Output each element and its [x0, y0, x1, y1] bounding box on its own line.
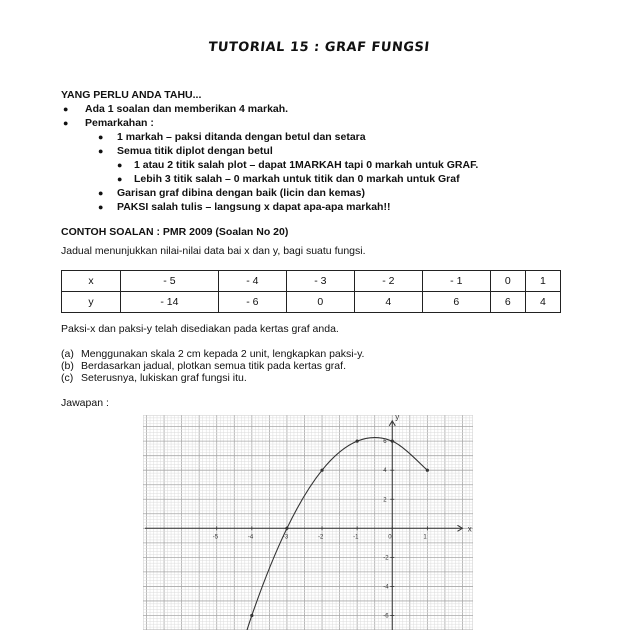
y-tick-label: -2	[383, 555, 389, 562]
intro-heading: YANG PERLU ANDA TAHU...	[61, 89, 202, 101]
table-cell: 0	[286, 292, 354, 313]
table-cell: 0	[490, 271, 525, 292]
data-point	[320, 469, 323, 472]
table-cell: 1	[525, 271, 560, 292]
table-cell: - 5	[121, 271, 219, 292]
y-axis-label: y	[395, 415, 400, 422]
part-text-c: Seterusnya, lukiskan graf fungsi itu.	[81, 372, 247, 384]
sub-bullet-graph: Garisan graf dibina dengan baik (licin dan kemas)	[117, 187, 365, 199]
bullet-dot-icon: ●	[117, 160, 123, 170]
y-tick-label: 6	[383, 439, 387, 446]
bullet-marks: Ada 1 soalan dan memberikan 4 markah.	[85, 103, 289, 115]
bullet-dot-icon: ●	[98, 146, 104, 156]
table-cell: 6	[422, 292, 490, 313]
table-cell: 6	[490, 292, 525, 313]
table-header-y: y	[62, 292, 121, 313]
bullet-dot-icon: ●	[98, 202, 104, 212]
answer-label: Jawapan :	[61, 397, 109, 409]
example-heading: CONTOH SOALAN : PMR 2009 (Soalan No 20)	[61, 226, 289, 238]
table-row-y	[62, 292, 561, 313]
x-tick-label: -5	[212, 534, 219, 541]
y-tick-label: 2	[383, 497, 387, 504]
sub-bullet-points: Semua titik diplot dengan betul	[117, 145, 273, 157]
bullet-dot-icon: ●	[98, 188, 104, 198]
bullet-scoring: Pemarkahan :	[85, 117, 154, 129]
x-tick-label: -2	[318, 534, 324, 541]
part-text-b: Berdasarkan jadual, plotkan semua titik pada kertas graf.	[81, 360, 346, 372]
page-title: TUTORIAL 15 : GRAF FUNGSI	[207, 40, 431, 55]
axes-note: Paksi-x dan paksi-y telah disediakan pada kertas graf anda.	[61, 323, 339, 335]
data-point	[356, 440, 359, 443]
x-axis-label: x	[467, 524, 472, 534]
x-tick-label: 1	[423, 534, 427, 541]
data-point	[285, 527, 288, 530]
data-point	[391, 440, 394, 443]
y-tick-label: 4	[383, 468, 387, 475]
table-cell: - 1	[422, 271, 490, 292]
table-header-x: x	[62, 271, 121, 292]
data-point	[250, 614, 253, 617]
table-cell: - 6	[218, 292, 286, 313]
part-label-c: (c)	[61, 372, 74, 384]
table-cell: - 2	[354, 271, 422, 292]
x-tick-label: -3	[282, 534, 289, 541]
y-tick-label: -6	[383, 613, 389, 620]
graph-paper	[143, 415, 473, 630]
part-text-a: Menggunakan skala 2 cm kepada 2 unit, lengkapkan paksi-y.	[81, 348, 365, 360]
table-cell: 4	[354, 292, 422, 313]
x-tick-label: -1	[353, 534, 359, 541]
sub-sub-bullet-2: Lebih 3 titik salah – 0 markah untuk titik dan 0 markah untuk Graf	[134, 173, 460, 185]
table-cell: - 3	[286, 271, 354, 292]
bullet-dot-icon: ●	[63, 104, 69, 114]
sub-bullet-axis-label: PAKSI salah tulis – langsung x dapat apa-apa markah!!	[117, 201, 391, 213]
part-label-b: (b)	[61, 360, 74, 372]
question-intro: Jadual menunjukkan nilai-nilai data bai x dan y, bagi suatu fungsi.	[61, 245, 366, 257]
y-tick-label: -4	[383, 584, 389, 591]
data-point	[426, 469, 429, 472]
sub-bullet-axes: 1 markah – paksi ditanda dengan betul dan setara	[117, 131, 366, 143]
part-label-a: (a)	[61, 348, 74, 360]
x-tick-label: 0	[388, 534, 392, 541]
table-cell: - 14	[121, 292, 219, 313]
table-cell: - 4	[218, 271, 286, 292]
sub-sub-bullet-1: 1 atau 2 titik salah plot – dapat 1MARKAH tapi 0 markah untuk GRAF.	[134, 159, 479, 171]
table-row-x	[62, 271, 561, 292]
bullet-dot-icon: ●	[98, 132, 104, 142]
data-table	[61, 270, 561, 313]
bullet-dot-icon: ●	[117, 174, 123, 184]
table-cell: 4	[525, 292, 560, 313]
bullet-dot-icon: ●	[63, 118, 69, 128]
x-tick-label: -4	[247, 534, 254, 541]
